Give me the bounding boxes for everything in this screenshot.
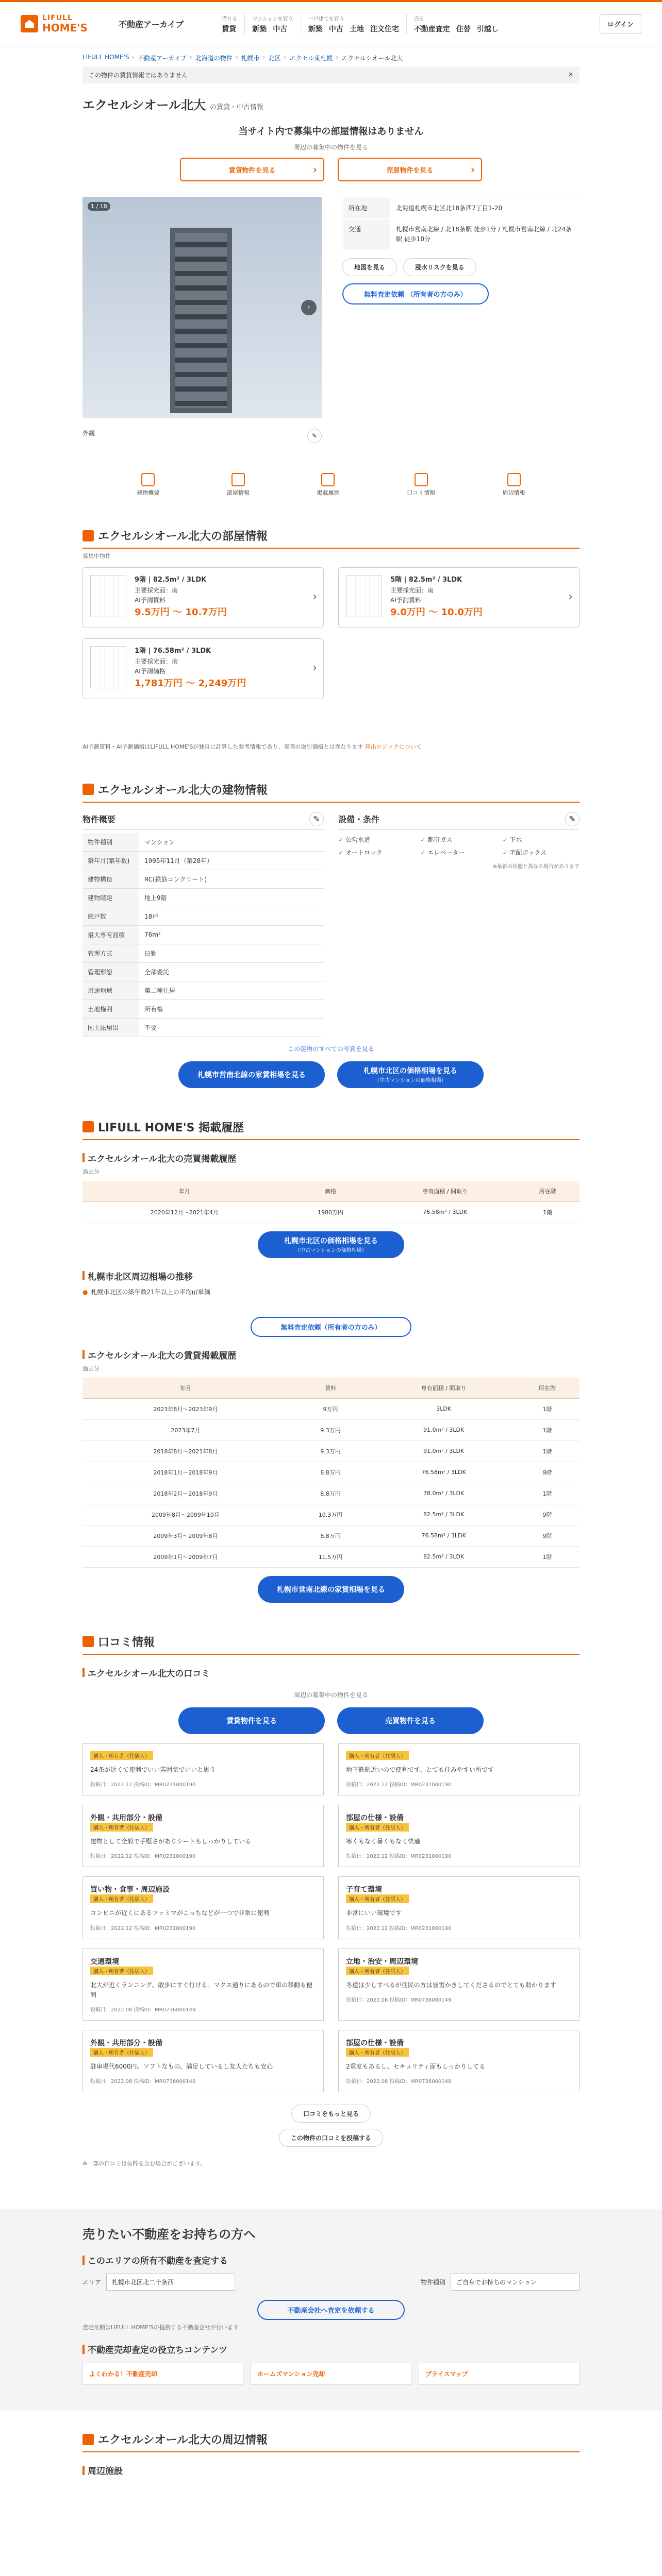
rooms-title: エクセルシオール北大の部屋情報 [98,530,268,543]
room-icon [231,473,245,486]
features-note: ※最新の状態と異なる場合があります [492,863,580,870]
nav-link-move[interactable]: 住替 [456,25,471,33]
edit-icon[interactable]: ✎ [307,429,322,443]
table-row: 2023年8月〜2023年9月 9万円 3LDK 1階 [82,1398,580,1419]
logo-line1: LIFULL [42,13,73,22]
review-card: 交通環境 購入・所有者（住居人） 北大が近くランニング、散歩にすぐ行ける。マクス通りにあるので車の移動も便利 投稿日：2022.08 投稿ID：MR0736000149 [82,1948,324,2021]
photo-caption: 外観 [82,430,95,437]
history-section: LIFULL HOME'S 掲載履歴 エクセルシオール北大の売買掲載履歴 過去分 年月 価格 専有面積 / 間取り 所在階 2020年12月〜2021年4月 1980万円 76.58m² / 3LDK 1階 札幌市北区の価格相場を見る （中古マンションの価格相場） 札幌市北区周辺相場の推移 ● 札幌市北区の築年数21年以上の平均㎡単価 無料査定依頼（所有者の方のみ） エクセルシオール北大の賃貸掲載履歴 過去分 年月 賃料 専有面積 / 間取り 所在階 2023年8月〜2023年9月 9万円 3LDK 1階 2023年7月 9.3万円 91.0m² / 3LDK 1階 2018年8月〜2021年8月 9.3万円 91.0m² / 3LDK 1階 2018年1月〜2018年9月 8.8万円 76.58m² / 3LDK 9階 2018年2月〜2018年9月 8.8万円 78.0m² / 3LDK 1階 2009年8月〜2009年10月 10.3万円 82.5m² / 3LDK 9階 2009年3月〜2009年8月 8.8万円 76.58m² / 3LDK 9階 2009年1月〜2009年7月 11.5万円 82.5m² / 3LDK 1階 札幌市営南北線の家賃相場を見る [82,1119,580,1603]
nav-caption: 借りる [222,16,238,22]
area-icon [82,2434,94,2445]
nav-group-rent [214,14,245,34]
info-key: 所在地 [343,198,390,218]
room-card[interactable]: 5階 | 82.5m² / 3LDK 主要採光面：南 AI予測賃料 9.0万円 〜 10.0万円 › [338,567,580,628]
building-icon [82,784,94,795]
review-card: 部屋の仕様・設備 購入・所有者（住居人） 2重窓もあるし、セキュリティ面もしっかりしてる 投稿日：2022.08 投稿ID：MR0736000149 [338,2030,580,2092]
reviews-title: 口コミ情報 [98,1636,155,1649]
photo-counter: 1 / 18 [88,202,110,211]
nav-link-custom-house[interactable]: 注文住宅 [370,25,399,33]
property-info-table [342,197,580,251]
table-row: 2009年1月〜2009年7月 11.5万円 82.5m² / 3LDK 1階 [82,1546,580,1567]
breadcrumb-link[interactable]: エクセル東札幌 [289,55,333,62]
nav-room-info[interactable]: 部屋情報 [227,473,250,497]
info-key: 交通 [343,219,390,249]
comment-icon [82,1636,94,1647]
history-title: LIFULL HOME'S 掲載履歴 [98,1121,244,1134]
sale-history-title: エクセルシオール北大の売買掲載履歴 [82,1151,580,1164]
breadcrumb-link[interactable]: 北海道の物件 [195,55,233,62]
nav-history[interactable]: 掲載履歴 [317,473,339,497]
review-card: 部屋の仕様・設備 購入・所有者（住居人） 寒くもなく暑くもなく快適 投稿日：2022.12 投稿ID：MR0231000190 [338,1805,580,1867]
breadcrumb-link[interactable]: 札幌市 [241,55,260,62]
global-nav [214,14,506,34]
no-listings-sub: 周辺の募集中の物件を見る [293,144,368,151]
room-price: 9.0万円 〜 10.0万円 [390,607,483,618]
nav-link-assess[interactable]: 不動産査定 [413,25,450,33]
content-link[interactable]: プライスマップ [419,2363,580,2385]
rent-history-title: エクセルシオール北大の賃貸掲載履歴 [82,1348,580,1361]
building-section [82,782,580,1088]
room-icon [82,530,94,541]
room-card[interactable]: 9階 | 82.5m² / 3LDK 主要採光面：南 AI予測賃料 9.5万円 〜 10.7万円 › [82,567,324,628]
free-assessment-button[interactable] [342,283,489,304]
close-icon[interactable]: × [568,71,573,78]
rooms-section [82,528,580,751]
table-row: 2020年12月〜2021年4月 1980万円 76.58m² / 3LDK 1階 [82,1201,580,1223]
area-price-button[interactable]: 札幌市北区の価格相場を見る （中古マンションの価格相場） [258,1231,404,1258]
page-title: エクセルシオール北大 [82,98,206,112]
ai-disclaimer: AI予測賃料・AI予測価格はLIFULL HOME'Sが独自に計算した参考情報であり、実際の取引価格とは異なります 算出ロジックについて [82,743,422,750]
main-photo[interactable] [82,197,322,418]
notice-bar [82,66,580,83]
info-value-access: 札幌市営南北線 / 北18条駅 徒歩1分 / 札幌市営南北線 / 北24条駅 徒歩10分 [396,226,572,243]
nav-reviews[interactable]: 口コミ情報 [407,473,435,497]
room-price: 9.5万円 〜 10.7万円 [135,607,227,618]
features-list: ✓ 公営水道 ✓ 都市ガス ✓ 下水 ✓ オートロック ✓ エレベーター ✓ 宅配ボックス [338,835,580,857]
building-icon [141,473,155,486]
line-rent-button[interactable]: 札幌市営南北線の家賃相場を見る [258,1576,404,1603]
breadcrumb-link[interactable]: LIFULL HOME'S [82,54,129,61]
building-title: エクセルシオール北大の建物情報 [98,784,268,797]
room-card[interactable]: 1階 | 76.58m² / 3LDK 主要採光面：南 AI予測価格 1,781万円 〜 2,249万円 › [82,638,324,699]
type-select[interactable]: ご自身でお持ちのマンション [451,2274,580,2291]
floor-plan-image [90,575,126,617]
review-card: 購入・所有者（住居人） 地下鉄駅近いので便利です。とても住みやすい所です 投稿日：2022.12 投稿ID：MR0231000190 [338,1743,580,1795]
content-link[interactable]: ホームズマンション売却 [251,2363,411,2385]
request-assessment-button[interactable]: 不動産会社へ査定を依頼する [257,2300,404,2320]
reviews-subtitle: エクセルシオール北大の口コミ [82,1666,580,1679]
archive-label: 不動産アーカイブ [119,20,184,29]
owner-subtitle: このエリアの所有不動産を査定する [82,2253,580,2266]
area-select[interactable]: 札幌市北区北二十条西 [106,2274,235,2291]
no-listings-title: 当サイト内で募集中の部屋情報はありません [238,126,424,137]
area-price-button[interactable]: 札幌市北区の価格相場を見る （中古マンションの価格相場） [337,1061,484,1088]
review-card: 外観・共用部分・設備 購入・所有者（住居人） 建物として全般で手堅さがありシートもしっかりしている 投稿日：2022.12 投稿ID：MR0231000190 [82,1805,324,1867]
overview-heading: 物件概要 [82,815,116,825]
overview-table: 物件種別 マンション 築年月(築年数) 1995年11月（築28年） 建物構造 RC(鉄筋コンクリート) 建物階建 地上9階 総戸数 18戸 最大専有面積 76m² 管理方式 日勤 管理形態 全部委託 用途地域 第二種住居 土地権利 所有権 国土法届出 不要 [82,833,324,1037]
sale-listings-button[interactable]: 売買物件を見る › [338,158,482,181]
breadcrumb-current: エクセルシオール北大 [341,55,403,62]
login-button[interactable]: ログイン [600,14,641,33]
nav-link-house-used[interactable]: 中古 [328,25,343,33]
nav-caption: マンションを買う [252,16,293,22]
table-row: 2018年8月〜2021年8月 9.3万円 91.0m² / 3LDK 1階 [82,1440,580,1462]
info-value-address: 北海道札幌市北区北18条西7丁目1-20 [396,205,503,212]
nav-group-mansion [245,14,301,34]
nav-caption: 売る [413,16,424,22]
area-subtitle: 周辺施設 [82,2464,580,2477]
table-row: 2009年8月〜2009年10月 10.3万円 82.5m² / 3LDK 9階 [82,1504,580,1525]
rooms-note: 募集中物件 [82,553,111,560]
free-assessment-label: 無料査定依頼 [364,291,405,299]
chevron-right-icon[interactable]: › [301,300,317,315]
history-icon [82,1121,94,1132]
review-card: 買い物・食事・周辺施設 購入・所有者（住居人） コンビニが近くにあるファミマがこっちなどが一つで非常に便利 投稿日：2022.12 投稿ID：MR0231000190 [82,1876,324,1939]
edit-icon[interactable]: ✎ [565,812,580,826]
section-nav [82,473,580,497]
review-card: 立地・治安・周辺環境 購入・所有者（住居人） 冬道は少しすべるが住民の方は皆雪かきしてくださるのでとても助かります 投稿日：2022.08 投稿ID：MR0736000149 [338,1948,580,2021]
nav-link-house-new[interactable]: 新築 [308,25,323,33]
breadcrumb: LIFULL HOME'S › 不動産アーカイブ › 北海道の物件 › 札幌市 › 北区 › エクセル東札幌 › エクセルシオール北大 [82,54,403,62]
edit-icon[interactable]: ✎ [309,812,324,826]
nav-group-house [301,14,407,34]
room-price: 1,781万円 〜 2,249万円 [135,678,246,689]
table-row: 2018年1月〜2018年9月 8.8万円 76.58m² / 3LDK 9階 [82,1462,580,1483]
sale-history-table: 年月 価格 専有面積 / 間取り 所在階 2020年12月〜2021年4月 1980万円 76.58m² / 3LDK 1階 [82,1181,580,1223]
post-review-button[interactable]: この物件の口コミを投稿する [279,2129,383,2147]
hazard-button[interactable]: 浸水リスクを見る [403,258,476,276]
area-section [82,2431,580,2477]
review-card: 購入・所有者（住居人） 24条が近くて便利でいい雰囲気でいいと思う 投稿日：2022.12 投稿ID：MR0231000190 [82,1743,324,1795]
floor-plan-image [346,575,382,617]
more-reviews-button[interactable]: 口コミをもっと見る [291,2105,371,2123]
content-link[interactable]: よくわかる！不動産売却 [82,2363,243,2385]
nav-building-overview[interactable]: 建物概要 [137,473,159,497]
floor-plan-image [90,646,126,688]
owner-section: 売りたい不動産をお持ちの方へ このエリアの所有不動産を査定する エリア 札幌市北区北二十条西 物件種別 ご自身でお持ちのマンション 不動産会社へ査定を依頼する 査定依頼はLIFULL HOME'Sの提携する不動産会社が行います 不動産売却査定の役立ちコンテンツ よくわかる！不動産売却 ホームズマンション売却 プライスマップ [0,2209,662,2411]
area-title: エクセルシオール北大の周辺情報 [98,2434,268,2447]
table-row: 2018年2月〜2018年9月 8.8万円 78.0m² / 3LDK 1階 [82,1483,580,1504]
free-assessment-button[interactable]: 無料査定依頼（所有者の方のみ） [251,1317,411,1337]
review-card: 外観・共用部分・設備 購入・所有者（住居人） 駐車場代6000円。ソフトなもの。満足しているし友人たちも安心 投稿日：2022.08 投稿ID：MR0736000149 [82,2030,324,2092]
features-heading: 設備・条件 [338,815,380,825]
site-logo[interactable] [21,14,113,33]
owner-links-title: 不動産売却査定の役立ちコンテンツ [82,2343,580,2355]
breadcrumb-link[interactable]: 北区 [268,55,281,62]
nav-group-sell [407,14,506,34]
nav-link-land[interactable]: 土地 [349,25,364,33]
table-row: 2023年7月 9.3万円 91.0m² / 3LDK 1階 [82,1419,580,1440]
reviews-section: 口コミ情報 エクセルシオール北大の口コミ 周辺の募集中の物件を見る 賃貸物件を見る 売買物件を見る 購入・所有者（住居人） 24条が近くて便利でいい雰囲気でいいと思う 投稿日：2022.12 投稿ID：MR0231000190 購入・所有者（住居人） 地下鉄駅近いので便利です。とても住みやすい所です 投稿日：2022.12 投稿ID：MR0231000190 外観・共用部分・設備 購入・所有者（住居人） 建物として全般で手堅さがありシートもしっかりしている 投稿日：2022.12 投稿ID：MR0231000190 部屋の仕様・設備 購入・所有者（住居人） 寒くもなく暑くもなく快適 投稿日：2022.12 投稿ID：MR0231000190 買い物・食事・周辺施設 購入・所有者（住居人） コンビニが近くにあるファミマがこっちなどが一つで非常に便利 投稿日：2022.12 投稿ID：MR0231000190 子育て環境 購入・所有者（住居人） 非常にいい環境です 投稿日：2022.12 投稿ID：MR0231000190 交通環境 購入・所有者（住居人） 北大が近くランニング、散歩にすぐ行ける。マクス通りにあるので車の移動も便利 投稿日：2022.08 投稿ID：MR0736000149 立地・治安・周辺環境 購入・所有者（住居人） 冬道は少しすべるが住民の方は皆雪かきしてくださるのでとても助かります 投稿日：2022.08 投稿ID：MR0736000149 外観・共用部分・設備 購入・所有者（住居人） 駐車場代6000円。ソフトなもの。満足しているし友人たちも安心 投稿日：2022.08 投稿ID：MR0736000149 部屋の仕様・設備 購入・所有者（住居人） 2重窓もあるし、セキュリティ面もしっかりしてる 投稿日：2022.08 投稿ID：MR0736000149 口コミをもっと見る この物件の口コミを投稿する ※一部の口コミは抜粋を含む場合がございます。 [82,1634,580,2167]
site-header [0,2,662,46]
table-row: 2009年3月〜2009年8月 8.8万円 76.58m² / 3LDK 9階 [82,1525,580,1546]
line-rent-button[interactable]: 札幌市営南北線の家賃相場を見る [178,1061,325,1088]
area-icon [507,473,521,486]
breadcrumb-link[interactable]: 不動産アーカイブ [138,55,187,62]
logic-link[interactable]: 算出ロジックについて [365,743,422,750]
sale-listings-button[interactable]: 売買物件を見る [337,1707,484,1734]
nav-surroundings[interactable]: 周辺情報 [503,473,525,497]
free-assessment-sub: （所有者の方のみ） [406,291,467,299]
reviews-note: ※一部の口コミは抜粋を含む場合がございます。 [82,2160,206,2167]
all-photos-link[interactable]: この建物のすべての写真を見る [288,1045,374,1053]
map-button[interactable]: 地図を見る [342,258,397,276]
history-icon [321,473,335,486]
notice-text: この物件の賃貸情報ではありません [89,72,188,79]
comment-icon [415,473,428,486]
page-subtitle: の賃貸・中古情報 [209,104,263,111]
nav-link-moving[interactable]: 引越し [476,25,499,33]
home-logo-icon [21,15,38,32]
rent-listings-button[interactable]: 賃貸物件を見る › [180,158,324,181]
rent-history-table: 年月 賃料 専有面積 / 間取り 所在階 2023年8月〜2023年9月 9万円 3LDK 1階 2023年7月 9.3万円 91.0m² / 3LDK 1階 2018年8月〜2021年8月 9.3万円 91.0m² / 3LDK 1階 2018年1月〜2018年9月 8.8万円 76.58m² / 3LDK 9階 2018年2月〜2018年9月 8.8万円 78.0m² / 3LDK 1階 2009年8月〜2009年10月 10.3万円 82.5m² / 3LDK 9階 2009年3月〜2009年8月 8.8万円 76.58m² / 3LDK 9階 2009年1月〜2009年7月 11.5万円 82.5m² / 3LDK 1階 [82,1378,580,1568]
nav-link-mansion-new[interactable]: 新築 [252,25,267,33]
rent-listings-button[interactable]: 賃貸物件を見る [178,1707,325,1734]
review-card: 子育て環境 購入・所有者（住居人） 非常にいい環境です 投稿日：2022.12 投稿ID：MR0231000190 [338,1876,580,1939]
nav-link-rent[interactable]: 賃貸 [222,25,237,33]
building-image [170,228,232,413]
owner-title: 売りたい不動産をお持ちの方へ [82,2227,256,2242]
trend-legend: ● 札幌市北区の築年数21年以上の平均㎡単価 [82,1287,580,1296]
nav-link-mansion-used[interactable]: 中古 [273,25,288,33]
no-listings-box [82,124,580,181]
logo-line2: HOME'S [42,22,88,35]
trend-title: 札幌市北区周辺相場の推移 [82,1269,580,1282]
nav-caption: 一戸建てを買う [308,16,344,22]
